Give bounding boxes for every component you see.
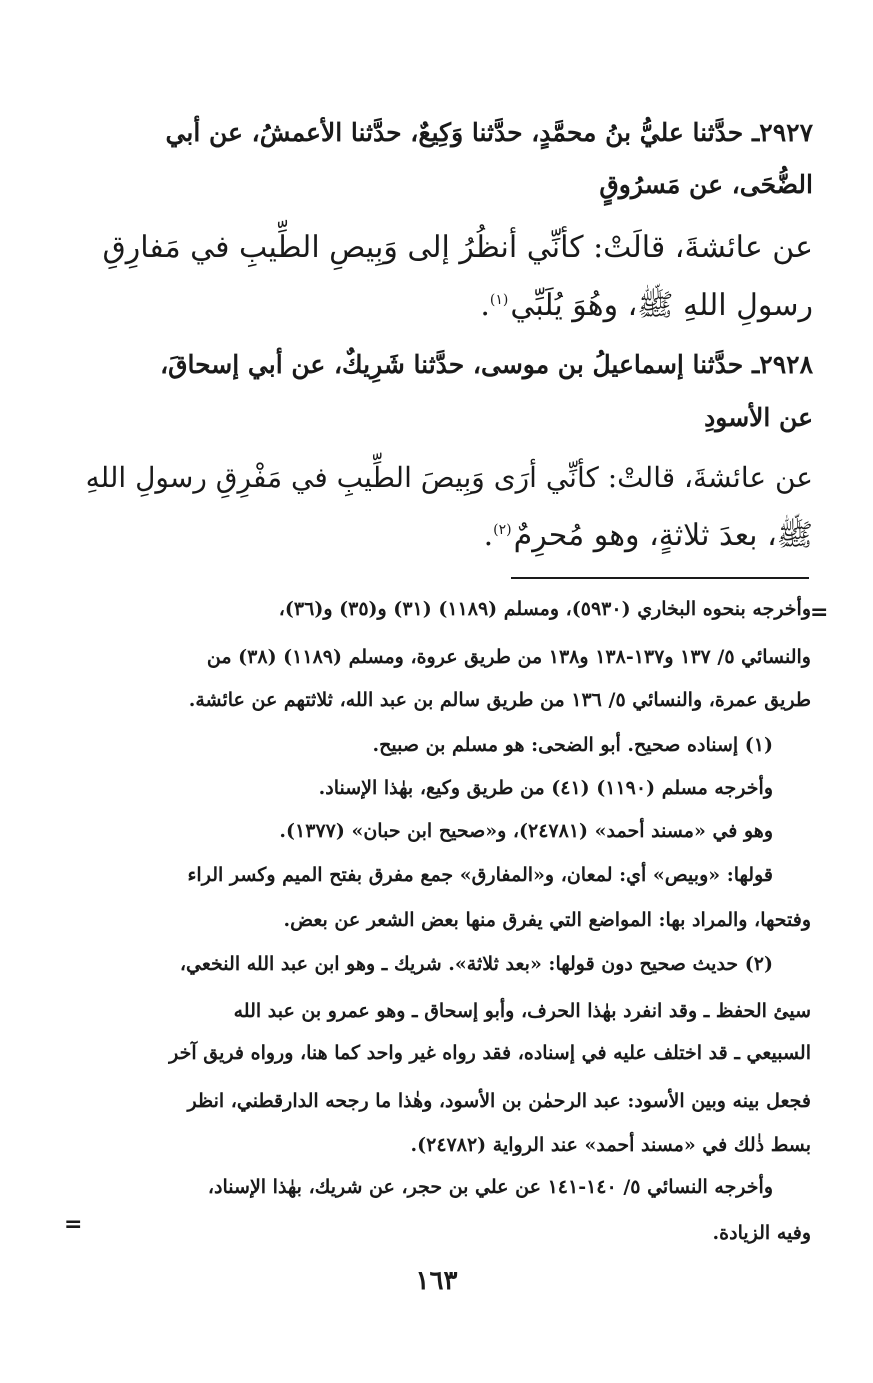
footnote-line-9: (٢) حديث صحيح دون قولها: «بعد ثلاثة». شريك ـ وهو ابن عبد الله النخعي، [179,953,773,975]
footnote-ref-2: (٢) [493,522,512,538]
hadith-2928-matn-text: ﷺ، بعدَ ثلاثةٍ، وهو مُحرِمٌ [513,518,813,553]
hadith-2928-isnad-line-1: ٢٩٢٨ـ حدَّثنا إسماعيلُ بن موسى، حدَّثنا شَرِيكٌ، عن أبي إسحاقَ، [160,350,813,379]
hadith-2928-end-mark: . [483,518,494,553]
hadith-2927-end-mark: . [480,288,490,323]
continuation-mark-top: = [810,600,829,625]
hadith-2928-matn-line-1: عن عائشةَ، قالتْ: كأنِّي أرَى وَبِيصَ الطِّيبِ في مَفْرِقِ رسولِ اللهِ [85,461,813,494]
continuation-mark-bottom: = [64,1212,83,1237]
footnote-divider [511,577,809,579]
hadith-2928-isnad-line-2: عن الأسودِ [704,403,813,432]
hadith-2927-isnad-line-2: الضُّحَى، عن مَسرُوقٍ [599,170,813,199]
footnote-line-14: وأخرجه النسائي ٥/ ١٤٠-١٤١ عن علي بن حجر، عن شريك، بهٰذا الإسناد، [207,1176,773,1198]
hadith-2928-matn-line-2 [83,517,813,560]
footnote-line-3: طريق عمرة، والنسائي ٥/ ١٣٦ من طريق سالم بن عبد الله، ثلاثتهم عن عائشة. [188,689,811,711]
hadith-2927-matn-line-1: عن عائشةَ، قالَتْ: كأنِّي أنظُرُ إلى وَبِيصِ الطِّيبِ في مَفارِقِ [102,230,813,265]
footnote-line-5: وأخرجه مسلم (١١٩٠) (٤١) من طريق وكيع، بهٰذا الإسناد. [318,777,773,799]
footnote-line-6: وهو في «مسند أحمد» (٢٤٧٨١)، و«صحيح ابن حبان» (١٣٧٧). [279,820,773,842]
footnote-line-12: فجعل بينه وبين الأسود: عبد الرحمٰن بن الأسود، وهٰذا ما رجحه الدارقطني، انظر [187,1090,811,1112]
footnote-line-1: وأخرجه بنحوه البخاري (٥٩٣٠)، ومسلم (١١٨٩) (٣١) و(٣٥) و(٣٦)، [278,598,811,620]
footnote-ref-1: (١) [489,292,509,308]
footnote-line-2: والنسائي ٥/ ١٣٧ و١٣٧-١٣٨ و١٣٨ من طريق عروة، ومسلم (١١٨٩) (٣٨) من [206,646,811,668]
footnote-line-11: السبيعي ـ قد اختلف عليه في إسناده، فقد رواه غير واحد كما هنا، ورواه فريق آخر [169,1042,811,1064]
footnote-line-8: وفتحها، والمراد بها: المواضع التي يفرق منها بعض الشعر عن بعض. [283,909,811,931]
footnote-line-15: وفيه الزيادة. [712,1222,811,1244]
hadith-2927-matn-line-2 [83,287,813,330]
footnote-line-13: بسط ذٰلك في «مسند أحمد» عند الرواية (٢٤٧٨٢). [410,1134,811,1156]
hadith-2927-isnad-line-1: ٢٩٢٧ـ حدَّثنا عليُّ بنُ محمَّدٍ، حدَّثنا وَكِيعٌ، حدَّثنا الأعمشُ، عن أبي [165,118,813,147]
footnote-line-10: سيئ الحفظ ـ وقد انفرد بهٰذا الحرف، وأبو إسحاق ـ وهو عمرو بن عبد الله [233,1000,811,1022]
page-number: ١٦٣ [415,1266,458,1296]
footnote-line-7: قولها: «وبيص» أي: لمعان، و«المفارق» جمع مفرق بفتح الميم وكسر الراء [187,864,773,886]
hadith-2927-matn-text: رسولِ اللهِ ﷺ، وهُوَ يُلَبِّي [510,288,813,323]
footnote-line-4: (١) إسناده صحيح. أبو الضحى: هو مسلم بن صبيح. [372,734,773,756]
